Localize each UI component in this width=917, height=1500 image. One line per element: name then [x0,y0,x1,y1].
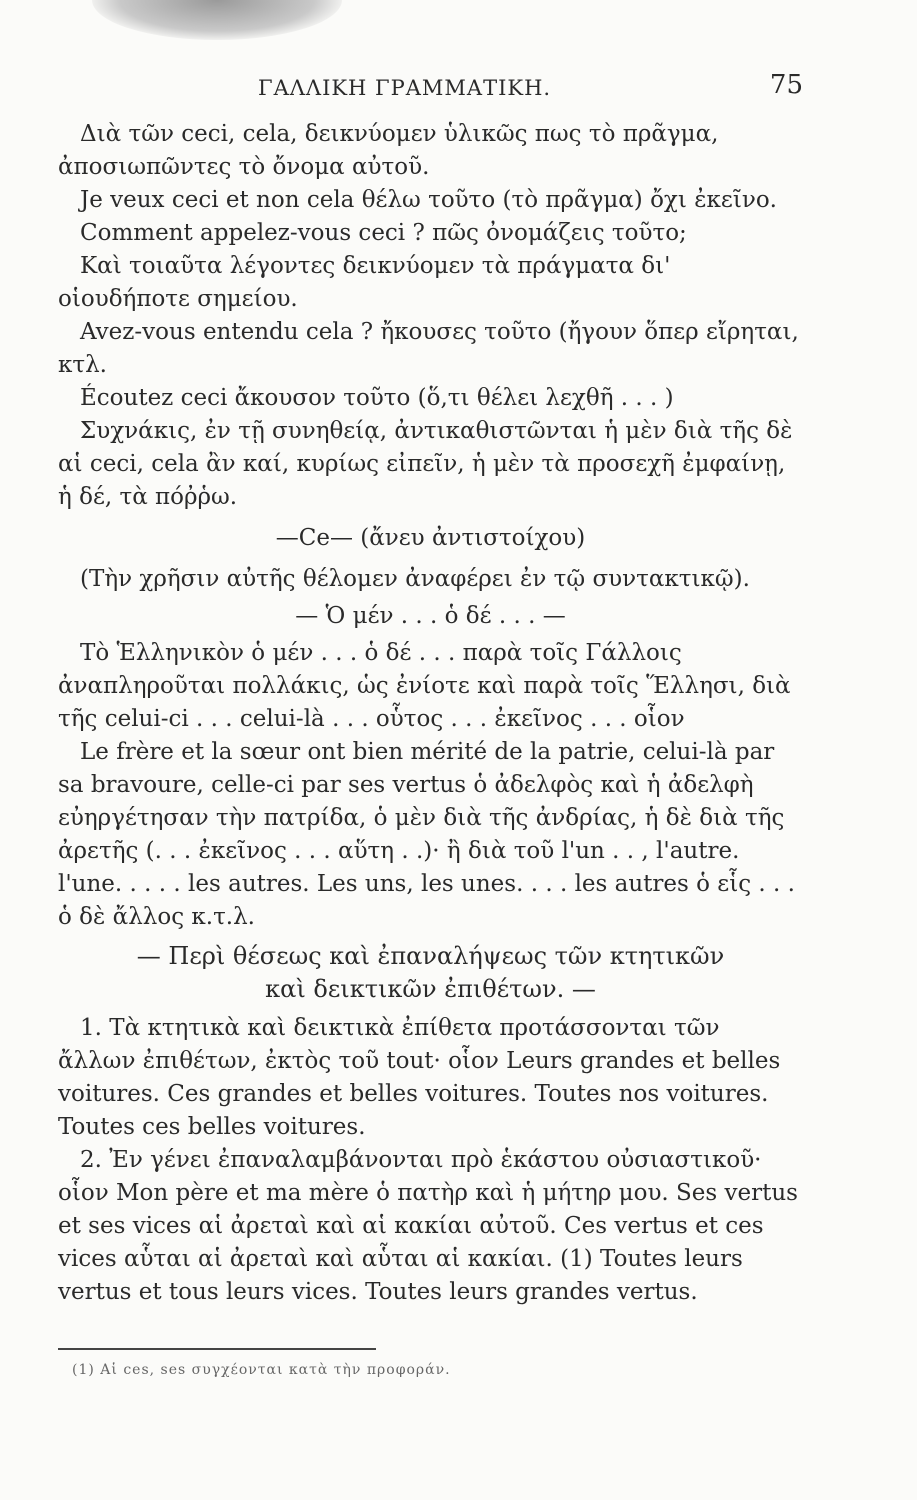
paragraph: Le frère et la sœur ont bien mérité de la patrie, celui-là par sa bravoure, celle-ci par ses vertus ὁ ἀδελφὸς καὶ ἡ ἀδελφὴ εὐηργέτησαν τὴν πατρίδα, ὁ μὲν διὰ τῆς ἀνδρίας, ἡ δὲ διὰ τῆς ἀρετῆς (. . . ἐκεῖνος . . . αὕτη . .)· ἢ διὰ τοῦ l'un . . , l'autre. l'une. . . . . les autres. Les uns, les unes. . . . les autres ὁ εἷς . . . ὁ δὲ ἄλλος κ.τ.λ. [58,739,795,930]
paragraph: (Τὴν χρῆσιν αὐτῆς θέλομεν ἀναφέρει ἐν τῷ συντακτικῷ). [80,566,750,592]
paragraph: Τὸ Ἑλληνικὸν ὁ μέν . . . ὁ δέ . . . παρὰ τοῖς Γάλλοις ἀναπληροῦται πολλάκις, ὡς ἐνίοτε καὶ παρὰ τοῖς Ἕλλησι, διὰ τῆς celui-ci . . . celui-là . . . οὗτος . . . ἐκεῖνος . . . οἷον [58,640,791,732]
section-heading-continued: καὶ δεικτικῶν ἐπιθέτων. — [265,975,596,1003]
page-header [58,70,803,110]
paragraph: 1. Τὰ κτητικὰ καὶ δεικτικὰ ἐπίθετα προτάσσονται τῶν ἄλλων ἐπιθέτων, ἐκτὸς τοῦ tout· οἷον Leurs grandes et belles voitures. Ces grandes et belles voitures. Toutes nos voitures. Toutes ces belles voitures. [58,1015,781,1140]
footnote: (1) Αἱ ces, ses συγχέονται κατὰ τὴν προφοράν. [72,1362,451,1378]
running-title: ΓΑΛΛΙΚΗ ΓΡΑΜΜΑΤΙΚΗ. [258,76,552,100]
paragraph: Συχνάκις, ἐν τῇ συνηθείᾳ, ἀντικαθιστῶνται ἡ μὲν διὰ τῆς δὲ αἱ ceci, cela ἂν καί, κυρίως εἰπεῖν, ἡ μὲν τὰ προσεχῆ ἐμφαίνῃ, ἡ δέ, τὰ πόῤῥω. [58,418,793,510]
ce-heading: —Ce— (ἄνευ ἀντιστοίχου) [275,525,586,551]
paragraph: Avez-vous entendu cela ? ἤκουσες τοῦτο (ἤγουν ὅπερ εἴρηται, κτλ. [58,319,799,378]
paragraph: Écoutez ceci ἄκουσον τοῦτο (ὅ,τι θέλει λεχθῆ . . . ) [80,385,674,411]
page-number: 75 [769,70,803,100]
paragraph: Διὰ τῶν ceci, cela, δεικνύομεν ὑλικῶς πως τὸ πρᾶγμα, ἀποσιωπῶντες τὸ ὄνομα αὐτοῦ. [58,121,719,180]
paragraph: Καὶ τοιαῦτα λέγοντες δεικνύομεν τὰ πράγματα δι' οἱουδήποτε σημείου. [58,253,671,312]
footnote-divider [58,1348,376,1350]
body-text [58,118,803,1309]
section-heading: — Περὶ θέσεως καὶ ἐπαναλήψεως τῶν κτητικῶν [136,942,725,970]
paragraph: Comment appelez-vous ceci ? πῶς ὀνομάζεις τοῦτο; [80,220,687,246]
men-de-heading: — Ὁ μέν . . . ὁ δέ . . . — [295,603,566,629]
book-page [58,0,803,1500]
paragraph: 2. Ἐν γένει ἐπαναλαμβάνονται πρὸ ἑκάστου οὐσιαστικοῦ· οἷον Mon père et ma mère ὁ πατὴρ καὶ ἡ μήτηρ μου. Ses vertus et ses vices αἱ ἀρεταὶ καὶ αἱ κακίαι αὐτοῦ. Ces vertus et ces vices αὗται αἱ ἀρεταὶ καὶ αὗται αἱ κακίαι. (1) Toutes leurs vertus et tous leurs vices. Toutes leurs grandes vertus. [58,1147,798,1305]
paragraph: Je veux ceci et non cela θέλω τοῦτο (τὸ πρᾶγμα) ὄχι ἐκεῖνο. [80,187,777,213]
